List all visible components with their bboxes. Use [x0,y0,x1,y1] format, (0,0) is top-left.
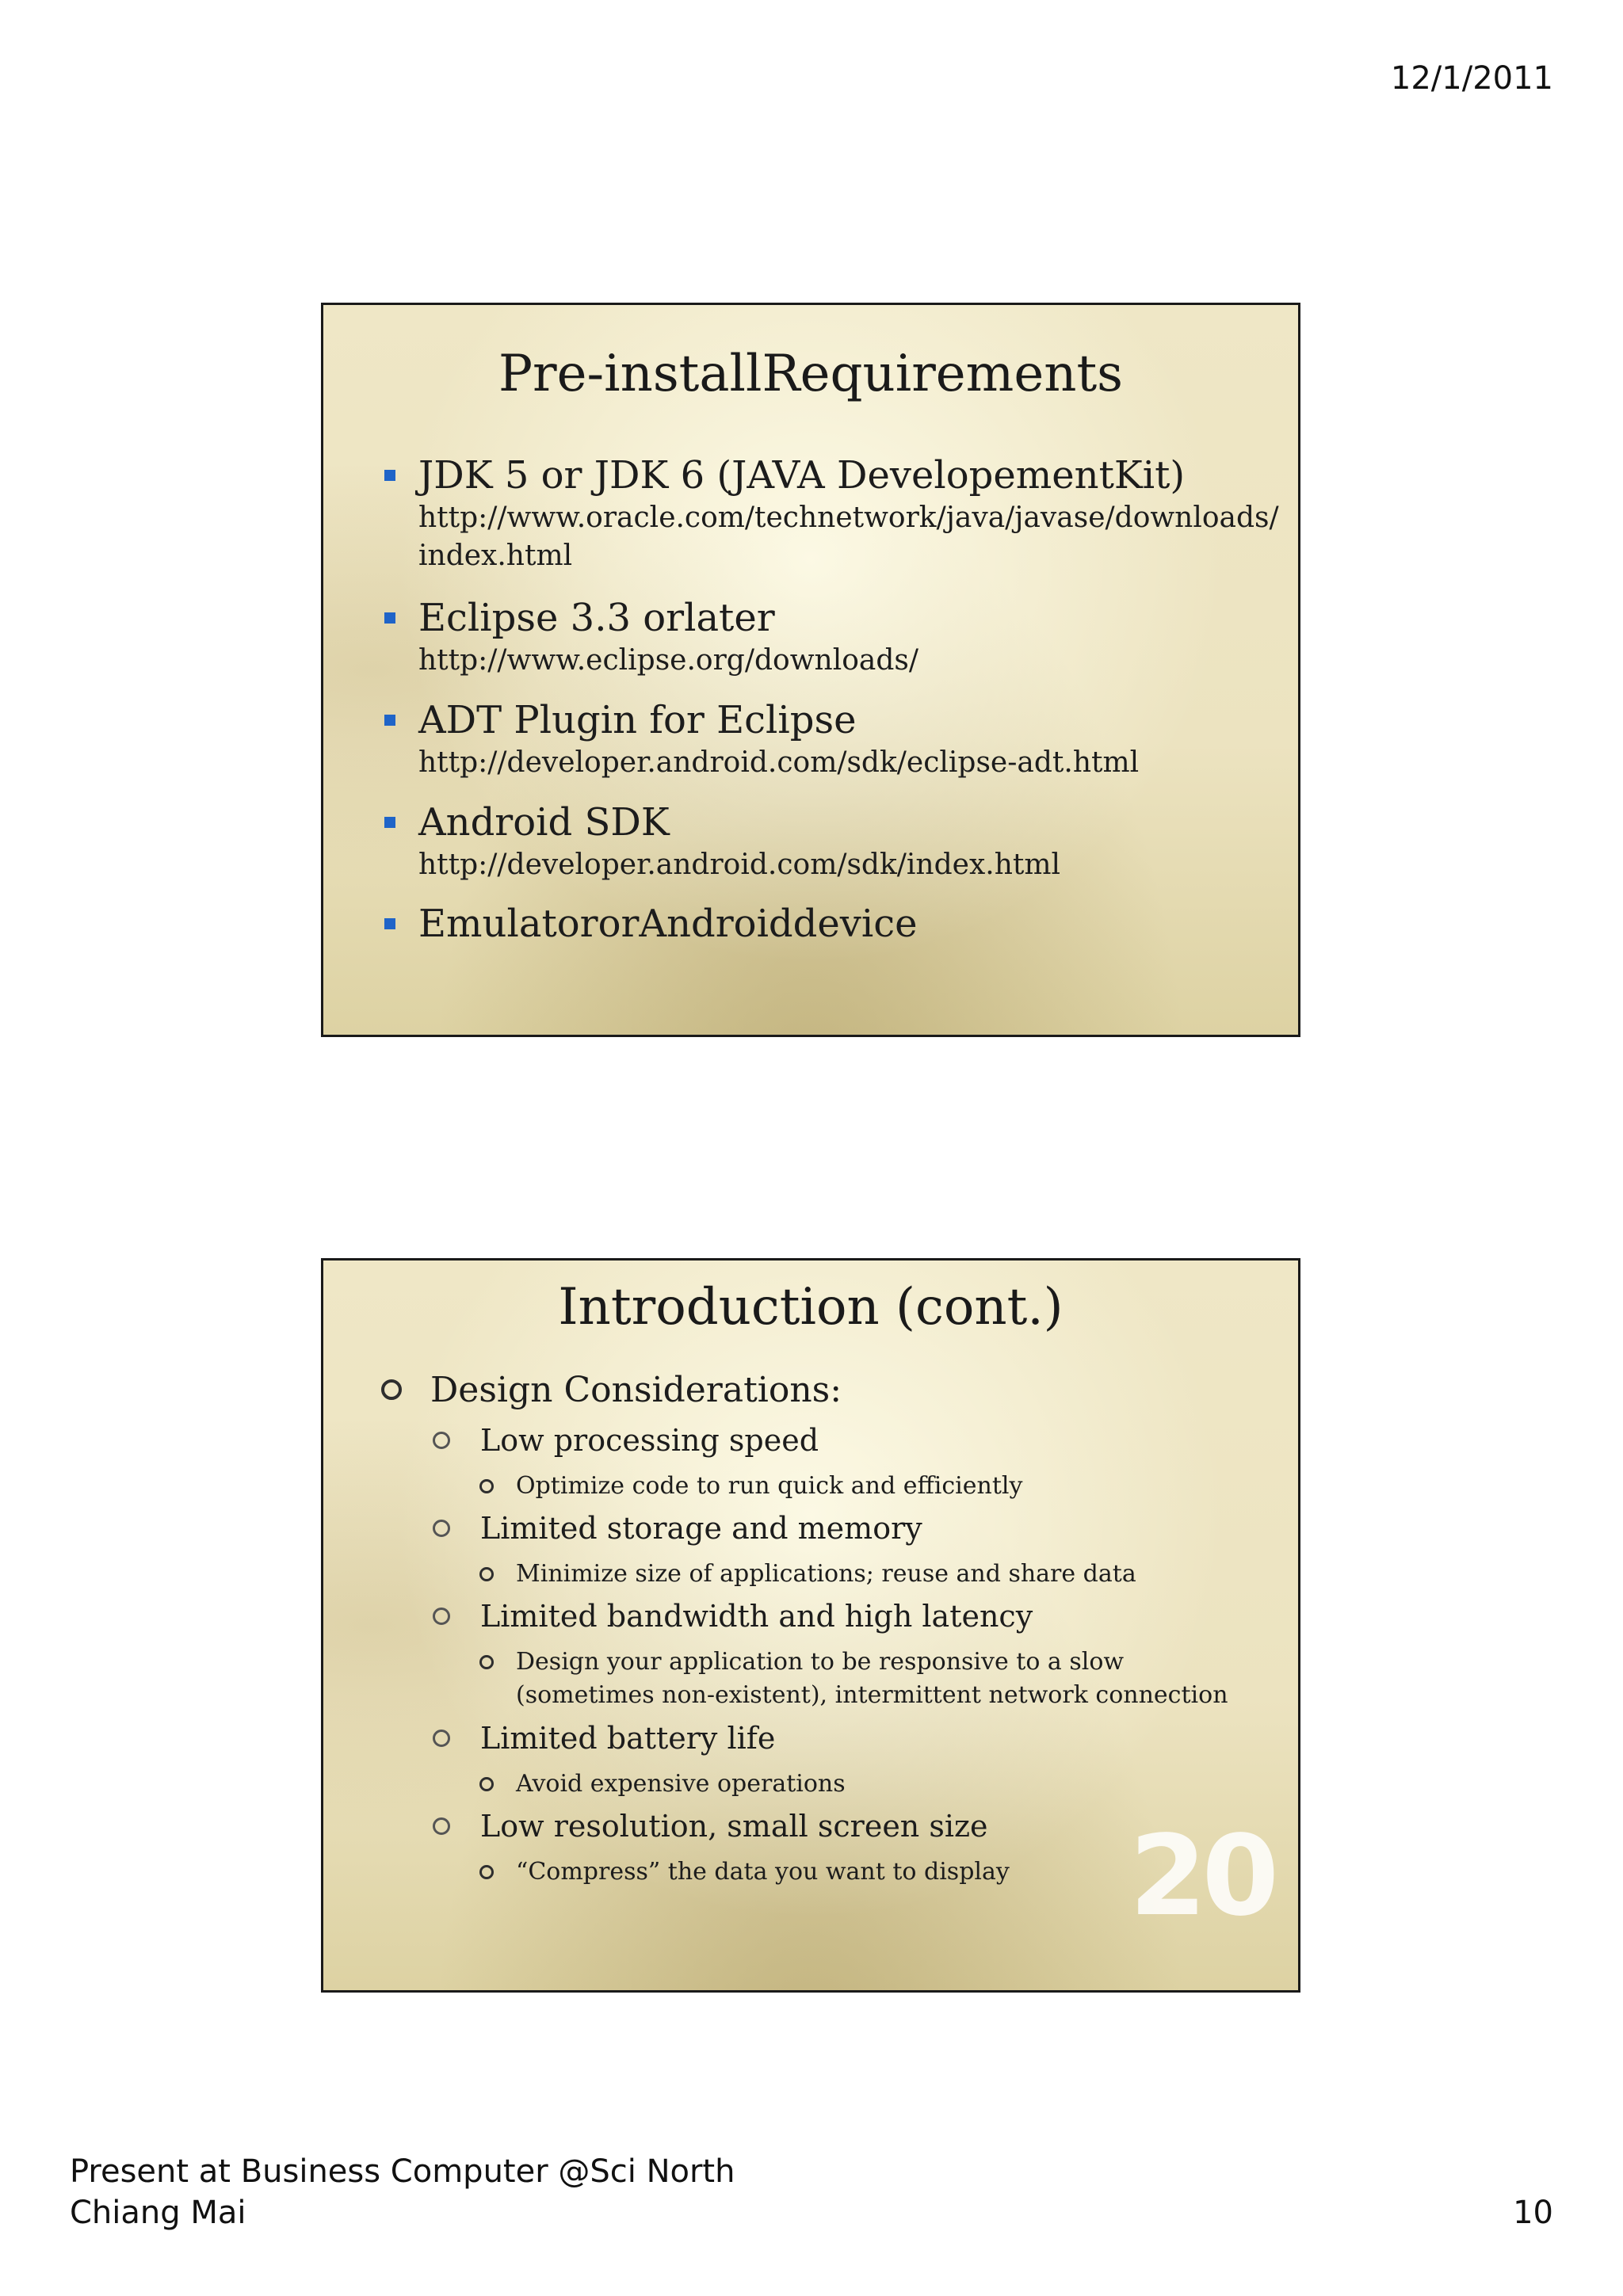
list-item [418,900,1282,948]
ring-bullet-icon [479,1777,494,1791]
sub-list-item [480,1421,819,1460]
page-number: 10 [1513,2195,1553,2231]
ring-bullet-icon [433,1520,450,1537]
ring-bullet-icon [381,1379,402,1400]
ring-bullet-icon [433,1817,450,1835]
detail-list-item-label: Design your application to be responsive to a slow (sometimes non-existent), intermittent network connection [516,1648,1228,1709]
list-item [418,452,1282,575]
sub-list-item-label: Limited battery life [480,1721,776,1756]
detail-list-item-label: Optimize code to run quick and efficiently [516,1472,1023,1500]
slide-title: Introduction (cont.) [558,1278,1064,1337]
sub-list-item [480,1718,775,1758]
detail-list-item-label: Minimize size of applications; reuse and share data [516,1560,1136,1588]
page-date: 12/1/2011 [1390,60,1553,97]
ring-bullet-icon [433,1608,450,1625]
list-item-heading: EmulatororAndroiddevice [418,902,918,946]
list-item-heading: JDK 5 or JDK 6 (JAVA DevelopementKit) [418,453,1186,498]
detail-list-item-label: “Compress” the data you want to display [516,1858,1010,1886]
square-bullet-icon [384,470,395,481]
square-bullet-icon [384,918,395,929]
sub-list-item-label: Low processing speed [480,1423,819,1458]
main-list-item-label: Design Considerations: [430,1370,842,1410]
slide-pre-install-requirements [321,303,1300,1037]
list-item-url: http://developer.android.com/sdk/index.html [418,849,1061,881]
detail-list-item [516,1768,1253,1801]
list-item [418,696,1282,782]
detail-list-item [516,1470,1253,1503]
ring-bullet-icon [479,1655,494,1669]
slide-introduction-cont [321,1258,1300,1993]
square-bullet-icon [384,612,395,624]
slide-title: Pre-installRequirements [498,345,1124,403]
ring-bullet-icon [479,1865,494,1879]
list-item-heading: ADT Plugin for Eclipse [418,698,857,742]
ring-bullet-icon [433,1432,450,1449]
list-item-heading: Android SDK [418,800,670,845]
ring-bullet-icon [479,1567,494,1581]
detail-list-item [516,1646,1253,1712]
square-bullet-icon [384,817,395,828]
detail-list-item [516,1558,1253,1591]
footer-line: Chiang Mai [70,2195,246,2231]
ring-bullet-icon [479,1479,494,1493]
detail-list-item-label: Avoid expensive operations [516,1770,846,1798]
sub-list-item [480,1596,1033,1636]
main-list-item [430,1368,842,1413]
list-item-url: http://developer.android.com/sdk/eclipse-adt.html [418,746,1140,779]
slide-number: 20 [1129,1812,1274,1941]
sub-list-item-label: Low resolution, small screen size [480,1809,988,1844]
sub-list-item-label: Limited bandwidth and high latency [480,1599,1033,1634]
list-item-url: http://www.oracle.com/technetwork/java/javase/downloads/index.html [418,502,1279,572]
list-item [418,594,1282,680]
list-item-heading: Eclipse 3.3 orlater [418,596,775,640]
footer-line: Present at Business Computer @Sci North [70,2153,735,2190]
footer-presenter [70,2151,735,2233]
square-bullet-icon [384,715,395,726]
list-item-url: http://www.eclipse.org/downloads/ [418,644,919,677]
sub-list-item-label: Limited storage and memory [480,1511,922,1546]
sub-list-item [480,1806,988,1846]
ring-bullet-icon [433,1730,450,1747]
sub-list-item [480,1508,922,1548]
list-item [418,799,1282,884]
